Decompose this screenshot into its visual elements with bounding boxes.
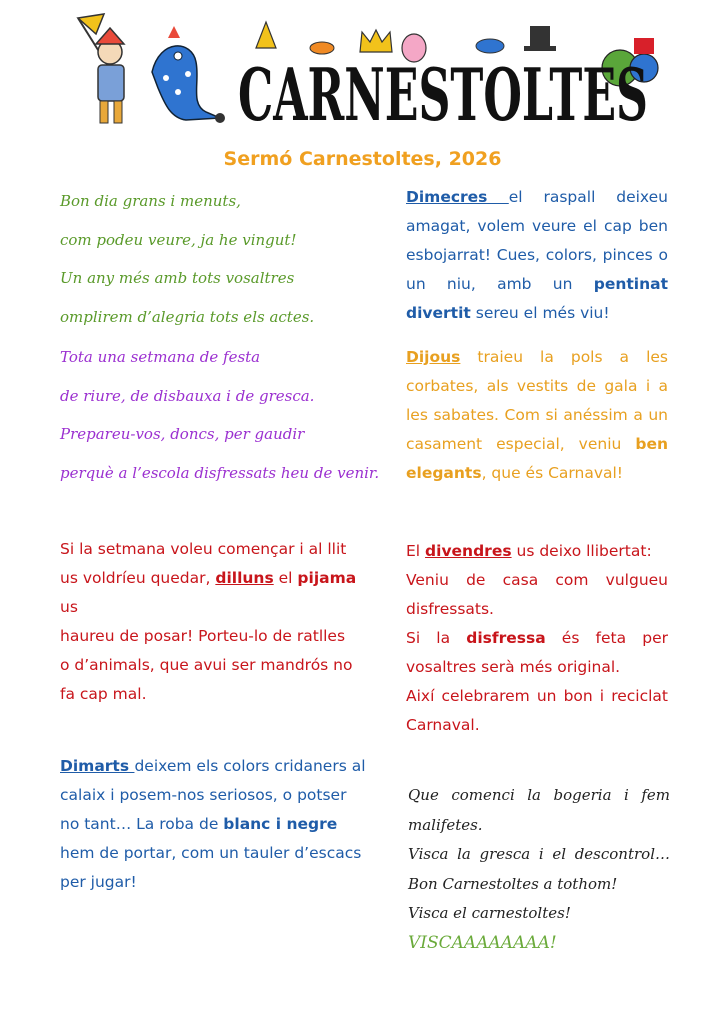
text-line: El divendres us deixo llibertat: <box>406 542 652 560</box>
page-title: Sermó Carnestoltes, 2026 <box>223 148 502 170</box>
poem-line: perquè a l’escola disfressats heu de venir. <box>60 463 380 482</box>
poem-stanza-2 <box>60 338 379 492</box>
closing-paragraph <box>408 781 670 958</box>
party-hat-icon <box>256 22 276 48</box>
text-block: Dimecres el raspall deixeu amagat, volem veure el cap ben esbojarrat! Cues, colors, pinces o un niu, amb un pentinat divertit sereu el més viu! <box>406 188 668 322</box>
thursday-paragraph <box>406 343 668 488</box>
text-line: us voldríeu quedar, dilluns el pijama us <box>60 569 357 616</box>
poem-line: Bon dia grans i menuts, <box>60 192 241 210</box>
poem-line: Prepareu-vos, doncs, per gaudir <box>60 425 305 443</box>
poem-line: Tota una setmana de festa <box>60 348 261 366</box>
poem-line: com podeu veure, ja he vingut! <box>60 230 297 249</box>
closing-line: Visca la gresca i el descontrol… Bon Carnestoltes a tothom! <box>408 845 670 893</box>
crown-icon <box>360 30 392 52</box>
text-line: fa cap mal. <box>60 685 147 703</box>
day-thursday: Dijous <box>406 348 461 366</box>
day-wednesday: Dimecres <box>406 188 509 206</box>
monday-paragraph <box>60 535 360 709</box>
keyword-pentinat-divertit: pentinat divertit <box>406 275 668 322</box>
text-line: o d’animals, que avui ser mandrós no <box>60 656 353 674</box>
day-friday: divendres <box>425 542 512 560</box>
top-hat-icon <box>530 26 550 48</box>
text-block: Dijous traieu la pols a les corbates, als vestits de gala i a les sabates. Com si anéssim a un casament especial, veniu ben elegants, que és Carnaval! <box>406 348 668 482</box>
day-tuesday: Dimarts <box>60 757 135 775</box>
blue-mask-icon <box>476 39 504 53</box>
keyword-ben-elegants: ben elegants <box>406 435 668 482</box>
poem-stanza-1 <box>60 182 314 336</box>
text-line: haureu de posar! Porteu-lo de ratlles <box>60 627 346 645</box>
text-line: Veniu de casa com vulgueu disfressats. <box>406 571 668 618</box>
day-monday: dilluns <box>215 569 274 587</box>
keyword-pijama: pijama <box>297 569 357 587</box>
poem-line: Un any més amb tots vosaltres <box>60 269 295 287</box>
text-line: Així celebrarem un bon i reciclat Carnaval. <box>406 687 668 734</box>
text-line: Si la setmana voleu començar i al llit <box>60 540 347 558</box>
keyword-blanc-i-negre: blanc i negre <box>223 815 338 833</box>
wednesday-paragraph <box>406 183 668 328</box>
blue-dinosaur-illustration <box>152 26 225 123</box>
clown-figure-illustration <box>78 14 124 123</box>
keyword-disfressa: disfressa <box>466 629 546 647</box>
poem-line: omplirem d’alegria tots els actes. <box>60 307 315 326</box>
friday-paragraph <box>406 537 668 740</box>
tuesday-paragraph <box>60 752 366 897</box>
banner-title-text: CARNESTOLTES <box>238 52 648 136</box>
closing-line: Visca el carnestoltes! <box>408 904 571 922</box>
carnestoltes-banner <box>60 8 670 136</box>
text-line: Si la disfressa és feta per vosaltres serà més original. <box>406 629 668 676</box>
closing-cheer: VISCAAAAAAAA! <box>408 932 557 953</box>
closing-line: Que comenci la bogeria i fem malifetes. <box>408 786 670 834</box>
poem-line: de riure, de disbauxa i de gresca. <box>60 386 315 405</box>
text-block: Dimarts deixem els colors cridaners al calaix i posem-nos seriosos, o potser no tant… La roba de blanc i negre hem de portar, com un tauler d’escacs per jugar! <box>60 757 366 891</box>
